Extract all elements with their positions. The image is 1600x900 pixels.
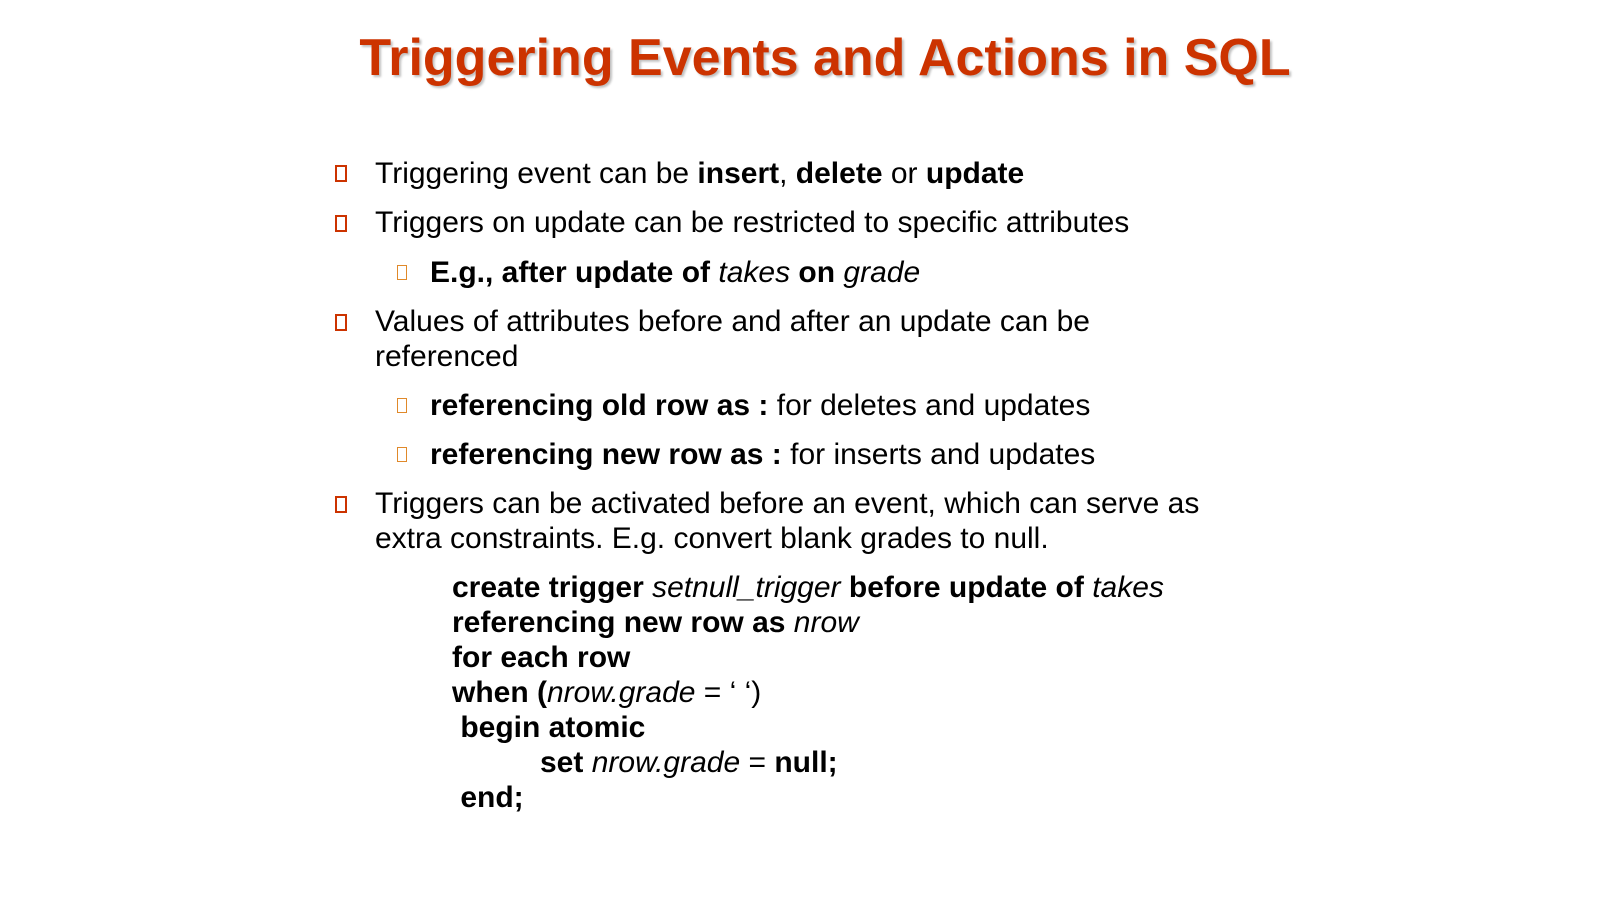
bullet-activated-before-line2: extra constraints. E.g. convert blank grades to null. xyxy=(375,522,1049,555)
code-keyword: create trigger xyxy=(452,571,653,604)
bullet-text: or xyxy=(882,157,926,190)
code-line-6 xyxy=(540,745,838,780)
square-bullet-icon xyxy=(335,496,347,513)
italic-text: takes xyxy=(718,256,791,289)
code-identifier: nrow.grade xyxy=(547,676,696,709)
keyword-insert: insert xyxy=(697,157,780,190)
code-keyword: null; xyxy=(774,746,838,779)
bullet-values-line2: referenced xyxy=(375,340,519,373)
code-line-7 xyxy=(452,780,524,815)
code-text: = xyxy=(740,746,775,779)
code-identifier: nrow xyxy=(793,606,859,639)
code-line-5 xyxy=(452,710,645,745)
square-sub-bullet-icon xyxy=(397,398,407,413)
code-line-3 xyxy=(452,640,630,675)
square-bullet-icon xyxy=(335,314,347,331)
code-keyword: before update of xyxy=(840,571,1093,604)
bullet-triggering-event xyxy=(375,156,1024,191)
keyword-text: referencing new row as : xyxy=(430,438,782,471)
code-identifier: nrow.grade xyxy=(591,746,741,779)
keyword-text: referencing old row as : xyxy=(430,389,769,422)
sub-bullet-example xyxy=(430,255,920,290)
keyword-update: update xyxy=(925,157,1025,190)
keyword-text: E.g., after update of xyxy=(430,256,719,289)
keyword-text: on xyxy=(790,256,844,289)
bullet-text: for deletes and updates xyxy=(768,389,1091,422)
keyword-delete: delete xyxy=(795,157,883,190)
bullet-text: , xyxy=(779,157,796,190)
code-identifier: setnull_trigger xyxy=(652,571,841,604)
code-line-4 xyxy=(452,675,761,710)
code-keyword: end; xyxy=(452,781,524,814)
square-sub-bullet-icon xyxy=(397,447,407,462)
square-bullet-icon xyxy=(335,165,347,182)
bullet-triggers-on-update: Triggers on update can be restricted to specific attributes xyxy=(375,206,1130,239)
square-sub-bullet-icon xyxy=(397,265,407,280)
bullet-text: Triggering event can be xyxy=(375,157,698,190)
code-line-1 xyxy=(452,570,1164,605)
code-keyword: referencing new row as xyxy=(452,606,794,639)
code-identifier: takes xyxy=(1092,571,1164,604)
sub-bullet-old-row xyxy=(430,388,1090,423)
code-keyword: begin atomic xyxy=(452,711,646,744)
square-bullet-icon xyxy=(335,215,347,232)
slide-title: Triggering Events and Actions in SQL xyxy=(359,29,1291,87)
code-keyword: set xyxy=(540,746,592,779)
bullet-text: for inserts and updates xyxy=(781,438,1096,471)
sub-bullet-new-row xyxy=(430,437,1095,472)
italic-text: grade xyxy=(843,256,921,289)
bullet-values-line1: Values of attributes before and after an update can be xyxy=(375,305,1090,338)
bullet-activated-before-line1: Triggers can be activated before an event, which can serve as xyxy=(375,487,1200,520)
code-keyword: for each row xyxy=(452,641,631,674)
code-text: = ‘ ‘) xyxy=(695,676,762,709)
code-keyword: when ( xyxy=(452,676,547,709)
code-line-2 xyxy=(452,605,859,640)
